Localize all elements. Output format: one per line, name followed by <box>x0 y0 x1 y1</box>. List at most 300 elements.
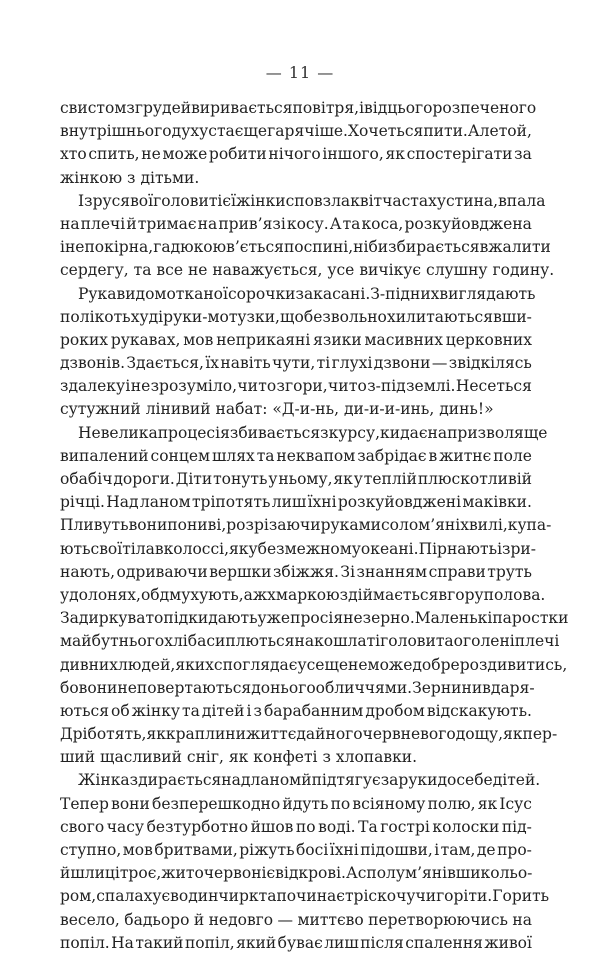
text-line <box>60 839 532 862</box>
word: там, <box>440 841 476 859</box>
word: сніг, <box>186 748 224 767</box>
word: не <box>130 377 151 396</box>
word: закасані. <box>295 284 371 303</box>
text-line <box>60 816 532 839</box>
word: голови <box>380 632 436 651</box>
word: що <box>280 307 304 326</box>
word: по <box>167 516 187 535</box>
word: жито <box>161 864 204 883</box>
word: хліба <box>164 632 207 651</box>
word: спостерігати <box>406 145 513 164</box>
word: не <box>348 655 368 674</box>
word: себе <box>456 771 493 790</box>
word: та <box>256 446 275 465</box>
word: у <box>353 470 363 488</box>
word: руки-мотузки, <box>163 307 280 326</box>
word: щасливий <box>100 748 182 767</box>
word: руками <box>320 516 381 535</box>
word: З-під <box>370 284 410 303</box>
word: дзвонів. <box>60 354 125 373</box>
text-line <box>60 445 532 468</box>
word: живої <box>484 933 532 952</box>
word: по <box>283 238 304 257</box>
word: людей, <box>118 655 176 674</box>
word: полю, <box>427 794 476 813</box>
word: Діти <box>175 470 213 488</box>
word: часу <box>106 817 145 836</box>
word: мов <box>122 841 153 859</box>
word: ди-и-и-инь, <box>343 400 435 419</box>
word: безмежному <box>257 539 361 558</box>
word: вони <box>111 794 150 813</box>
word: А <box>345 864 358 883</box>
word: напризволяще <box>427 423 548 442</box>
word: над <box>221 771 251 790</box>
word: Та <box>358 817 378 836</box>
word: в <box>428 446 438 465</box>
word: хвилі, <box>460 516 508 535</box>
word: з <box>127 168 136 187</box>
text-line <box>60 190 546 213</box>
word: гарячіше. <box>267 122 348 141</box>
word: уже <box>257 609 291 628</box>
word: безтурботно <box>146 817 249 836</box>
word: гострі <box>380 817 430 836</box>
word: тонуть <box>213 470 268 488</box>
word: безвольно <box>303 307 387 326</box>
word: дробом <box>365 701 425 720</box>
word: їхні <box>307 493 337 512</box>
text-line <box>60 375 532 398</box>
word: пити. <box>423 122 468 141</box>
word: кошлаті <box>314 632 381 651</box>
word: хилитаються <box>386 307 493 326</box>
word: звідкілясь <box>448 354 532 373</box>
word: весело, <box>60 910 120 929</box>
text-line <box>60 723 558 746</box>
word: худі <box>130 307 164 326</box>
word: чи <box>237 377 258 396</box>
word: свистом <box>60 99 127 117</box>
word: обабіч <box>60 470 113 488</box>
word: споглядає <box>213 655 298 674</box>
word: Пливуть <box>60 516 129 535</box>
word: роздивитись, <box>459 655 568 674</box>
word: добре <box>412 655 460 674</box>
word: Горить <box>492 887 550 906</box>
word: спині, <box>303 238 354 257</box>
word: косу. <box>286 214 329 233</box>
word: бо <box>60 678 79 697</box>
word: на <box>512 910 532 929</box>
word: знанням <box>356 562 428 581</box>
word: та <box>258 887 277 906</box>
word: за <box>380 771 399 790</box>
word: ще <box>243 122 268 141</box>
word: жінку <box>131 701 181 720</box>
word: розпеченого <box>432 99 537 117</box>
word: дощу, <box>455 725 504 744</box>
word: у <box>248 539 258 558</box>
word: такий <box>135 933 184 952</box>
word: сорочки <box>227 284 296 303</box>
word: з <box>322 748 331 767</box>
word: і <box>434 841 440 859</box>
text-line <box>60 236 551 259</box>
word: як <box>333 470 353 488</box>
word: краплини <box>165 725 246 744</box>
word: пер- <box>522 725 558 744</box>
word: по <box>330 794 351 813</box>
word: роких <box>60 330 109 349</box>
word: йшов <box>250 817 294 836</box>
word: на <box>60 214 80 233</box>
word: жінкою <box>60 168 123 187</box>
word: Невелика <box>78 423 158 442</box>
word: теплій <box>363 470 417 488</box>
word: Рукави <box>78 284 136 303</box>
word: розкуйовджена <box>404 214 532 233</box>
word: обдмухують, <box>140 585 244 604</box>
word: Пірнають <box>418 539 498 558</box>
word: житнє <box>439 446 492 465</box>
word: вгору <box>438 585 484 604</box>
word: всіяному <box>352 794 426 813</box>
word: де <box>476 841 496 859</box>
word: набат: <box>215 400 268 419</box>
word: їх <box>205 354 220 373</box>
word: як <box>477 794 498 813</box>
word: спалення <box>405 933 483 952</box>
word: буває <box>277 933 323 952</box>
word: стає <box>208 122 244 141</box>
word: А <box>329 214 342 233</box>
word: вдаря- <box>482 678 535 697</box>
word: дітей <box>201 701 245 720</box>
word: не <box>141 145 161 164</box>
word: церковних <box>445 330 532 349</box>
word: свої <box>90 539 123 558</box>
word: та <box>133 261 152 280</box>
word: руки <box>398 771 438 790</box>
word: та <box>435 632 454 651</box>
word: на <box>197 214 218 233</box>
word: горіти. <box>436 887 493 906</box>
word: — <box>277 910 294 929</box>
word: сутужний <box>60 400 141 419</box>
word: в <box>493 307 502 326</box>
word: чи <box>327 377 349 396</box>
word: лікоть <box>79 307 131 326</box>
word: квітчаста <box>350 191 429 210</box>
word: ланом <box>250 771 302 790</box>
word: землі. <box>406 377 456 396</box>
word: оголені <box>453 632 515 651</box>
word: Із <box>78 191 93 210</box>
word: Дріботять, <box>60 725 147 744</box>
word: ще <box>324 655 349 674</box>
word: ром, <box>60 887 97 906</box>
word: колоски <box>432 817 500 836</box>
word: згори, <box>276 377 328 396</box>
word: тримає <box>137 214 197 233</box>
text-line <box>60 167 532 190</box>
text-line <box>60 700 532 723</box>
word: долонях, <box>69 585 141 604</box>
word: океані. <box>360 539 419 558</box>
word: троє, <box>119 864 162 883</box>
word: Зі <box>340 562 356 581</box>
word: паростки <box>492 609 569 628</box>
word: по <box>60 307 80 326</box>
word: Несеться <box>455 377 532 396</box>
word: рукавах, <box>110 330 181 349</box>
text-line <box>60 468 532 491</box>
word: випалений <box>60 446 149 465</box>
word: збирається <box>388 238 480 257</box>
text-line <box>60 654 568 677</box>
word: кольо- <box>480 864 533 883</box>
word: солом’яні <box>380 516 461 535</box>
word: коса, <box>361 214 404 233</box>
word: в’ється <box>226 238 284 257</box>
word: Задиркувато <box>60 609 164 628</box>
word: Але <box>467 122 499 141</box>
word: їхні <box>329 841 359 859</box>
word: яких <box>175 655 214 674</box>
word: хустина, <box>428 191 499 210</box>
word: босі <box>295 841 329 859</box>
word: гадюкою <box>153 238 227 257</box>
word: і <box>125 377 131 396</box>
word: від <box>275 864 299 883</box>
word: збивається <box>229 423 321 442</box>
word: і <box>359 99 365 117</box>
word: миттєво <box>297 910 364 929</box>
word: русявої <box>92 191 154 210</box>
word: який <box>236 933 277 952</box>
word: здіймається <box>339 585 439 604</box>
word: чути, <box>272 354 316 373</box>
word: барабанним <box>263 701 364 720</box>
word: лиш <box>324 933 359 952</box>
word: той, <box>498 122 532 141</box>
word: впала <box>498 191 546 210</box>
word: дітей. <box>492 771 541 790</box>
word: труть <box>487 562 532 581</box>
word: у <box>268 470 278 488</box>
word: попіл. <box>60 933 110 952</box>
word: річці. <box>60 493 105 512</box>
word: як <box>385 145 405 164</box>
word: за <box>514 145 532 164</box>
text-line <box>60 329 532 352</box>
word: іншого, <box>322 145 384 164</box>
text-line <box>60 514 552 537</box>
word: духу <box>171 122 209 141</box>
word: виривається <box>191 99 293 117</box>
text-line <box>60 677 535 700</box>
word: по <box>295 817 316 836</box>
word: неквапом <box>276 446 356 465</box>
word: здалеку <box>60 377 126 396</box>
word: попіл, <box>184 933 235 952</box>
text-line <box>60 909 532 932</box>
word: хлопавки. <box>335 748 418 767</box>
word: обличчями. <box>315 678 413 697</box>
text-line <box>60 422 548 445</box>
word: вичікує <box>359 261 422 280</box>
word: під- <box>501 817 532 836</box>
text-line <box>60 862 532 885</box>
word: ланом <box>139 493 191 512</box>
word: вжалити <box>479 238 551 257</box>
word: ці <box>104 864 120 883</box>
word: в <box>170 887 179 906</box>
word: нають, <box>60 562 116 581</box>
word: аж <box>243 585 268 604</box>
word: сповзла <box>285 191 351 210</box>
word: маківки. <box>462 493 532 512</box>
word: ступно, <box>60 841 122 859</box>
word: зерно. <box>362 609 415 628</box>
word: й <box>126 214 137 233</box>
word: червоніє <box>203 864 276 883</box>
word: ший <box>60 748 96 767</box>
text-line <box>60 885 550 908</box>
word: цього <box>387 99 433 117</box>
word: не <box>187 261 208 280</box>
word: перетворюючись <box>368 910 508 929</box>
word: безперешкодно <box>152 794 281 813</box>
word: тріскочучи <box>344 887 437 906</box>
text-line <box>60 932 532 955</box>
text-line <box>60 607 569 630</box>
word: як <box>146 725 166 744</box>
word: На <box>111 933 134 952</box>
word: бритвами, <box>154 841 238 859</box>
word: та <box>342 214 361 233</box>
word: у <box>60 585 70 604</box>
word: повертаються <box>136 678 252 697</box>
word: домотканої <box>135 284 228 303</box>
word: сонцем <box>150 446 211 465</box>
word: «Д-и-нь, <box>272 400 340 419</box>
word: після <box>360 933 404 952</box>
word: мов <box>183 330 214 349</box>
word: годину. <box>492 261 555 280</box>
word: недовго <box>208 910 274 929</box>
word: один <box>178 887 219 906</box>
word: навіть <box>220 354 271 373</box>
word: свого <box>60 817 105 836</box>
word: зри- <box>502 539 536 558</box>
word: нічого <box>268 145 321 164</box>
word: розкуйовджені <box>337 493 462 512</box>
word: підтягує <box>311 771 381 790</box>
text-line <box>60 120 532 143</box>
word: забрідає <box>357 446 427 465</box>
word: ються <box>60 701 109 720</box>
word: починає <box>276 887 345 906</box>
word: чирк <box>218 887 259 906</box>
body-text <box>60 97 569 955</box>
word: об <box>110 701 130 720</box>
word: в <box>154 539 164 558</box>
word: підошви, <box>360 841 433 859</box>
word: від <box>364 99 388 117</box>
word: вони <box>78 678 118 697</box>
word: відскакують. <box>426 701 532 720</box>
word: них <box>409 284 440 303</box>
word: Здається, <box>126 354 204 373</box>
word: як <box>229 539 249 558</box>
text-line <box>60 352 532 375</box>
word: та <box>182 701 200 720</box>
word: полова. <box>483 585 546 604</box>
word: виглядають <box>439 284 536 303</box>
word: ті <box>316 354 331 373</box>
text-line <box>60 491 532 514</box>
word: і <box>497 539 503 558</box>
text-line <box>60 769 541 792</box>
text-line <box>60 630 560 653</box>
word: до <box>437 771 457 790</box>
word: зрозуміло, <box>150 377 237 396</box>
word: збіжжя. <box>272 562 339 581</box>
word: курсу, <box>328 423 381 442</box>
word: наважується, <box>212 261 323 280</box>
word: дороги. <box>113 470 175 488</box>
word: може <box>162 145 208 164</box>
word: до <box>251 678 271 697</box>
word: і <box>60 238 65 257</box>
text-line <box>60 259 555 282</box>
word: масивних <box>364 330 443 349</box>
word: Хочеться <box>348 122 424 141</box>
word: голови <box>153 191 209 210</box>
word: — <box>431 354 448 373</box>
word: й <box>193 910 205 929</box>
word: йшли <box>60 864 105 883</box>
word: тіла <box>122 539 155 558</box>
word: крові. <box>298 864 346 883</box>
word: процесія <box>157 423 230 442</box>
word: бадьоро <box>124 910 190 929</box>
word: конфеті <box>253 748 318 767</box>
word: внутрішнього <box>60 122 172 141</box>
word: сиплються <box>206 632 295 651</box>
word: ньому, <box>278 470 333 488</box>
word: просіяне <box>290 609 363 628</box>
word: динь!» <box>439 400 494 419</box>
text-line <box>60 584 546 607</box>
word: на <box>294 632 315 651</box>
word: слушну <box>426 261 488 280</box>
word: з-під <box>367 377 406 396</box>
word: як <box>228 748 249 767</box>
word: лінивий <box>145 400 211 419</box>
word: глухі <box>331 354 373 373</box>
word: усе <box>297 655 325 674</box>
text-line <box>60 793 532 816</box>
word: ниві, <box>186 516 227 535</box>
word: справи <box>428 562 486 581</box>
word: шлях <box>212 446 255 465</box>
word: як <box>503 725 523 744</box>
text-line <box>60 306 532 329</box>
word: спалахує <box>96 887 171 906</box>
